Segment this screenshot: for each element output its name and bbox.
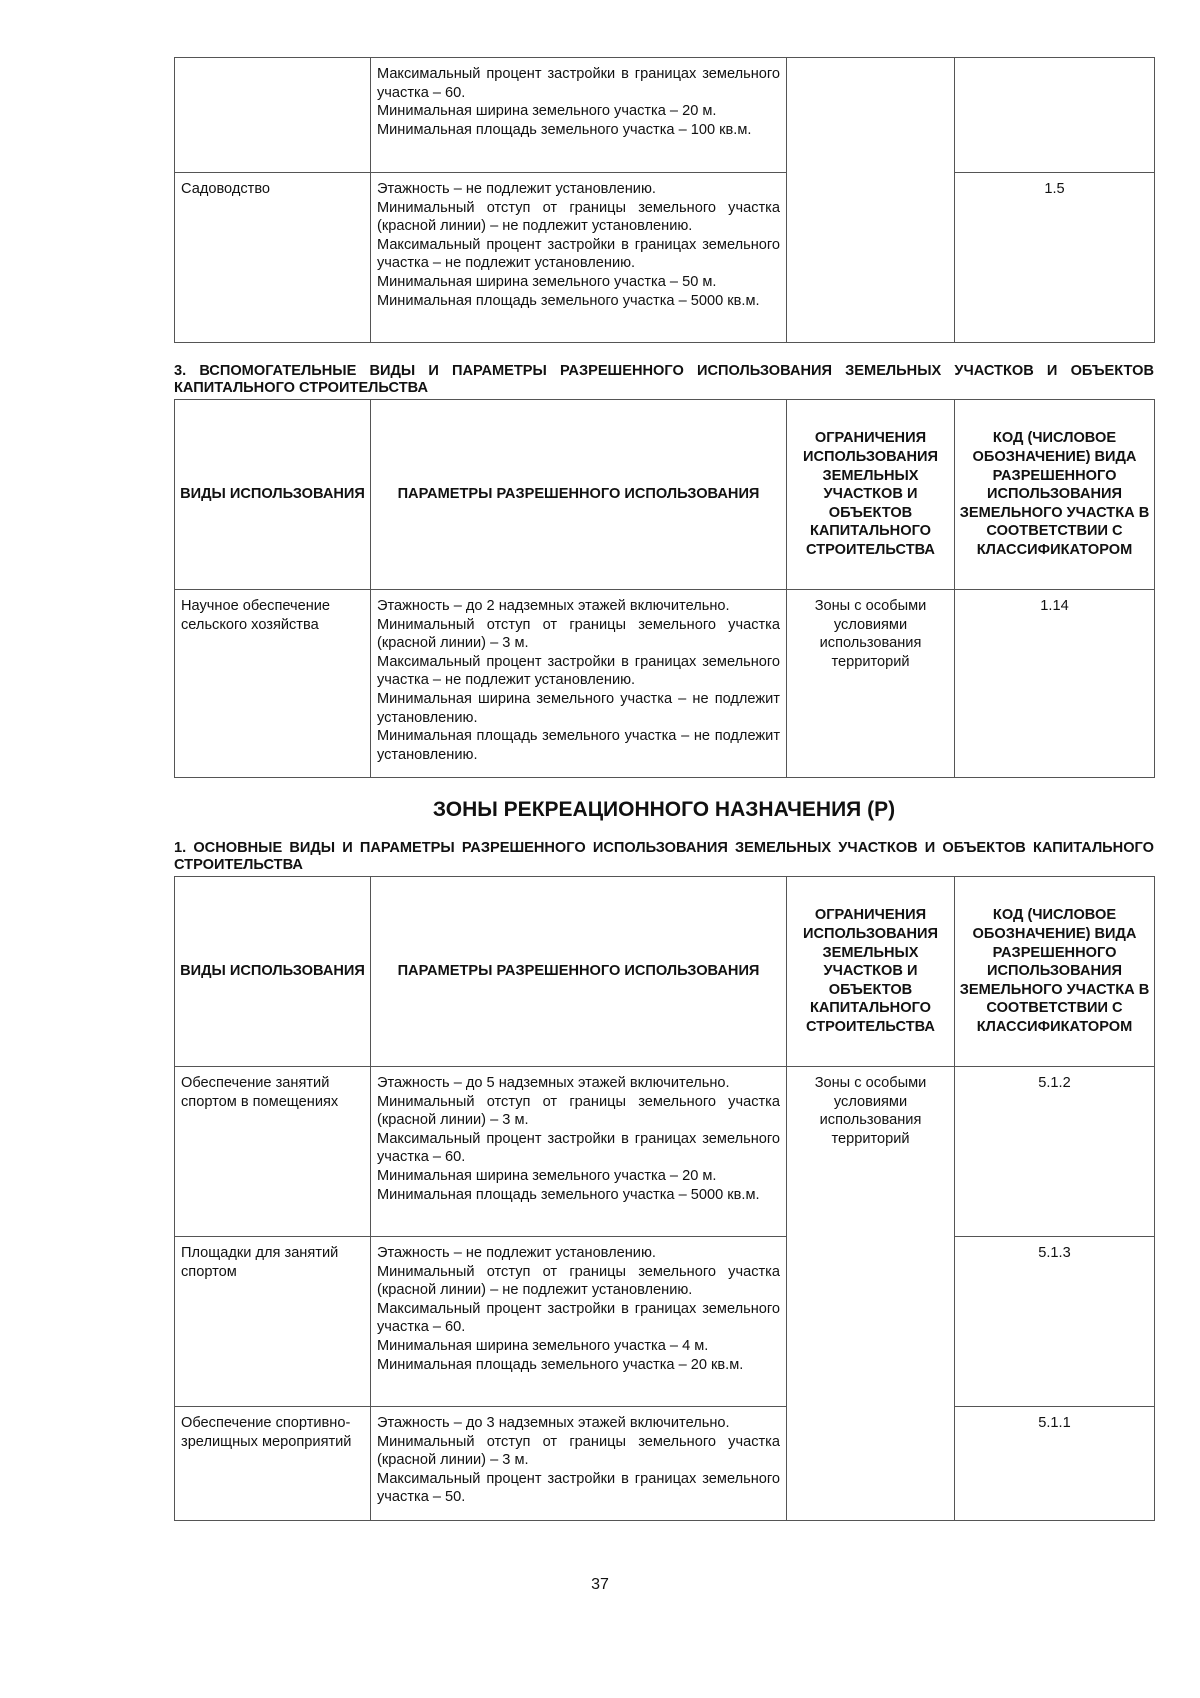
param-line: Этажность – до 2 надземных этажей включительно. [377, 598, 730, 614]
restrictions-cell: Зоны с особыми условиями использования территорий [787, 590, 955, 778]
param-line: Максимальный процент застройки в границах земельного участка – 50. [377, 1470, 780, 1506]
param-line: Минимальная ширина земельного участка – 20 м. [377, 1167, 717, 1184]
restrictions-cell: Зоны с особыми условиями использования территорий [787, 1067, 955, 1521]
params-cell [371, 173, 787, 343]
params-cell [371, 1237, 787, 1407]
param-line: Максимальный процент застройки в границах земельного участка – 60. [377, 66, 780, 101]
header-restrictions: ОГРАНИЧЕНИЯ ИСПОЛЬЗОВАНИЯ ЗЕМЕЛЬНЫХ УЧАСТКОВ И ОБЪЕКТОВ КАПИТАЛЬНОГО СТРОИТЕЛЬСТВА [787, 877, 955, 1067]
header-params: ПАРАМЕТРЫ РАЗРЕШЕННОГО ИСПОЛЬЗОВАНИЯ [371, 877, 787, 1067]
header-params: ПАРАМЕТРЫ РАЗРЕШЕННОГО ИСПОЛЬЗОВАНИЯ [371, 400, 787, 590]
restrictions-cell [787, 58, 955, 343]
page-number: 37 [591, 1576, 609, 1593]
table-row [175, 1067, 1155, 1237]
table-row [175, 173, 1155, 343]
param-line: Максимальный процент застройки в границах земельного участка – 60. [377, 1300, 780, 1336]
section-heading: 1. ОСНОВНЫЕ ВИДЫ И ПАРАМЕТРЫ РАЗРЕШЕННОГО ИСПОЛЬЗОВАНИЯ ЗЕМЕЛЬНЫХ УЧАСТКОВ И ОБЪЕКТОВ КАПИТАЛЬНОГО СТРОИТЕЛЬСТВА [174, 840, 1154, 873]
table-row [175, 1407, 1155, 1521]
table-header-row [175, 877, 1155, 1067]
header-restrictions: ОГРАНИЧЕНИЯ ИСПОЛЬЗОВАНИЯ ЗЕМЕЛЬНЫХ УЧАСТКОВ И ОБЪЕКТОВ КАПИТАЛЬНОГО СТРОИТЕЛЬСТВА [787, 400, 955, 590]
param-line: Минимальная площадь земельного участка – 20 кв.м. [377, 1356, 744, 1373]
zone-title: ЗОНЫ РЕКРЕАЦИОННОГО НАЗНАЧЕНИЯ (Р) [432, 798, 896, 821]
param-line: Минимальный отступ от границы земельного участка (красной линии) – 3 м. [377, 616, 780, 652]
param-line: Минимальная ширина земельного участка – 4 м. [377, 1337, 709, 1354]
param-line: Минимальная площадь земельного участка – не подлежит установлению. [377, 728, 780, 763]
header-code: КОД (ЧИСЛОВОЕ ОБОЗНАЧЕНИЕ) ВИДА РАЗРЕШЕННОГО ИСПОЛЬЗОВАНИЯ ЗЕМЕЛЬНОГО УЧАСТКА В СООТВЕТСТВИИ С КЛАССИФИКАТОРОМ [955, 877, 1155, 1067]
type-cell: Площадки для занятий спортом [175, 1237, 371, 1407]
table-continuation [174, 57, 1155, 343]
params-cell [371, 590, 787, 778]
param-line: Максимальный процент застройки в границах земельного участка – не подлежит установлению. [377, 236, 780, 272]
param-line: Минимальная ширина земельного участка – 50 м. [377, 273, 717, 290]
param-line: Этажность – до 3 надземных этажей включительно. [377, 1415, 730, 1431]
code-cell: 1.14 [955, 590, 1155, 778]
param-line: Минимальная площадь земельного участка – 5000 кв.м. [377, 292, 760, 309]
type-cell [175, 58, 371, 173]
header-code: КОД (ЧИСЛОВОЕ ОБОЗНАЧЕНИЕ) ВИДА РАЗРЕШЕННОГО ИСПОЛЬЗОВАНИЯ ЗЕМЕЛЬНОГО УЧАСТКА В СООТВЕТСТВИИ С КЛАССИФИКАТОРОМ [955, 400, 1155, 590]
type-cell: Садоводство [175, 173, 371, 343]
param-line: Минимальный отступ от границы земельного участка (красной линии) – не подлежит установлению. [377, 1263, 780, 1299]
param-line: Этажность – до 5 надземных этажей включительно. [377, 1075, 730, 1091]
type-cell: Обеспечение занятий спортом в помещениях [175, 1067, 371, 1237]
param-line: Минимальная площадь земельного участка – 5000 кв.м. [377, 1186, 760, 1203]
table-main-uses [174, 876, 1155, 1521]
param-line: Этажность – не подлежит установлению. [377, 1245, 656, 1261]
header-type: ВИДЫ ИСПОЛЬЗОВАНИЯ [175, 877, 371, 1067]
table-row [175, 58, 1155, 173]
params-cell [371, 1407, 787, 1521]
type-cell: Научное обеспечение сельского хозяйства [175, 590, 371, 778]
param-line: Минимальный отступ от границы земельного участка (красной линии) – не подлежит установлению. [377, 199, 780, 235]
table-auxiliary-uses [174, 399, 1155, 778]
param-line: Минимальная ширина земельного участка – 20 м. [377, 103, 717, 120]
code-cell: 1.5 [955, 173, 1155, 343]
param-line: Минимальный отступ от границы земельного участка (красной линии) – 3 м. [377, 1433, 780, 1469]
param-line: Максимальный процент застройки в границах земельного участка – 60. [377, 1130, 780, 1166]
param-line: Минимальный отступ от границы земельного участка (красной линии) – 3 м. [377, 1093, 780, 1129]
section-heading: 3. ВСПОМОГАТЕЛЬНЫЕ ВИДЫ И ПАРАМЕТРЫ РАЗРЕШЕННОГО ИСПОЛЬЗОВАНИЯ ЗЕМЕЛЬНЫХ УЧАСТКОВ И ОБЪЕКТОВ КАПИТАЛЬНОГО СТРОИТЕЛЬСТВА [174, 363, 1154, 396]
code-cell: 5.1.2 [955, 1067, 1155, 1237]
params-cell [371, 58, 787, 173]
header-type: ВИДЫ ИСПОЛЬЗОВАНИЯ [175, 400, 371, 590]
document-page [174, 57, 1154, 1521]
table-row [175, 590, 1155, 778]
table-header-row [175, 400, 1155, 590]
param-line: Минимальная площадь земельного участка – 100 кв.м. [377, 121, 752, 138]
params-cell [371, 1067, 787, 1237]
param-line: Минимальная ширина земельного участка – не подлежит установлению. [377, 690, 780, 726]
code-cell: 5.1.3 [955, 1237, 1155, 1407]
code-cell [955, 58, 1155, 173]
table-row [175, 1237, 1155, 1407]
type-cell: Обеспечение спортивно-зрелищных мероприятий [175, 1407, 371, 1521]
param-line: Максимальный процент застройки в границах земельного участка – не подлежит установлению. [377, 653, 780, 689]
param-line: Этажность – не подлежит установлению. [377, 181, 656, 197]
code-cell: 5.1.1 [955, 1407, 1155, 1521]
